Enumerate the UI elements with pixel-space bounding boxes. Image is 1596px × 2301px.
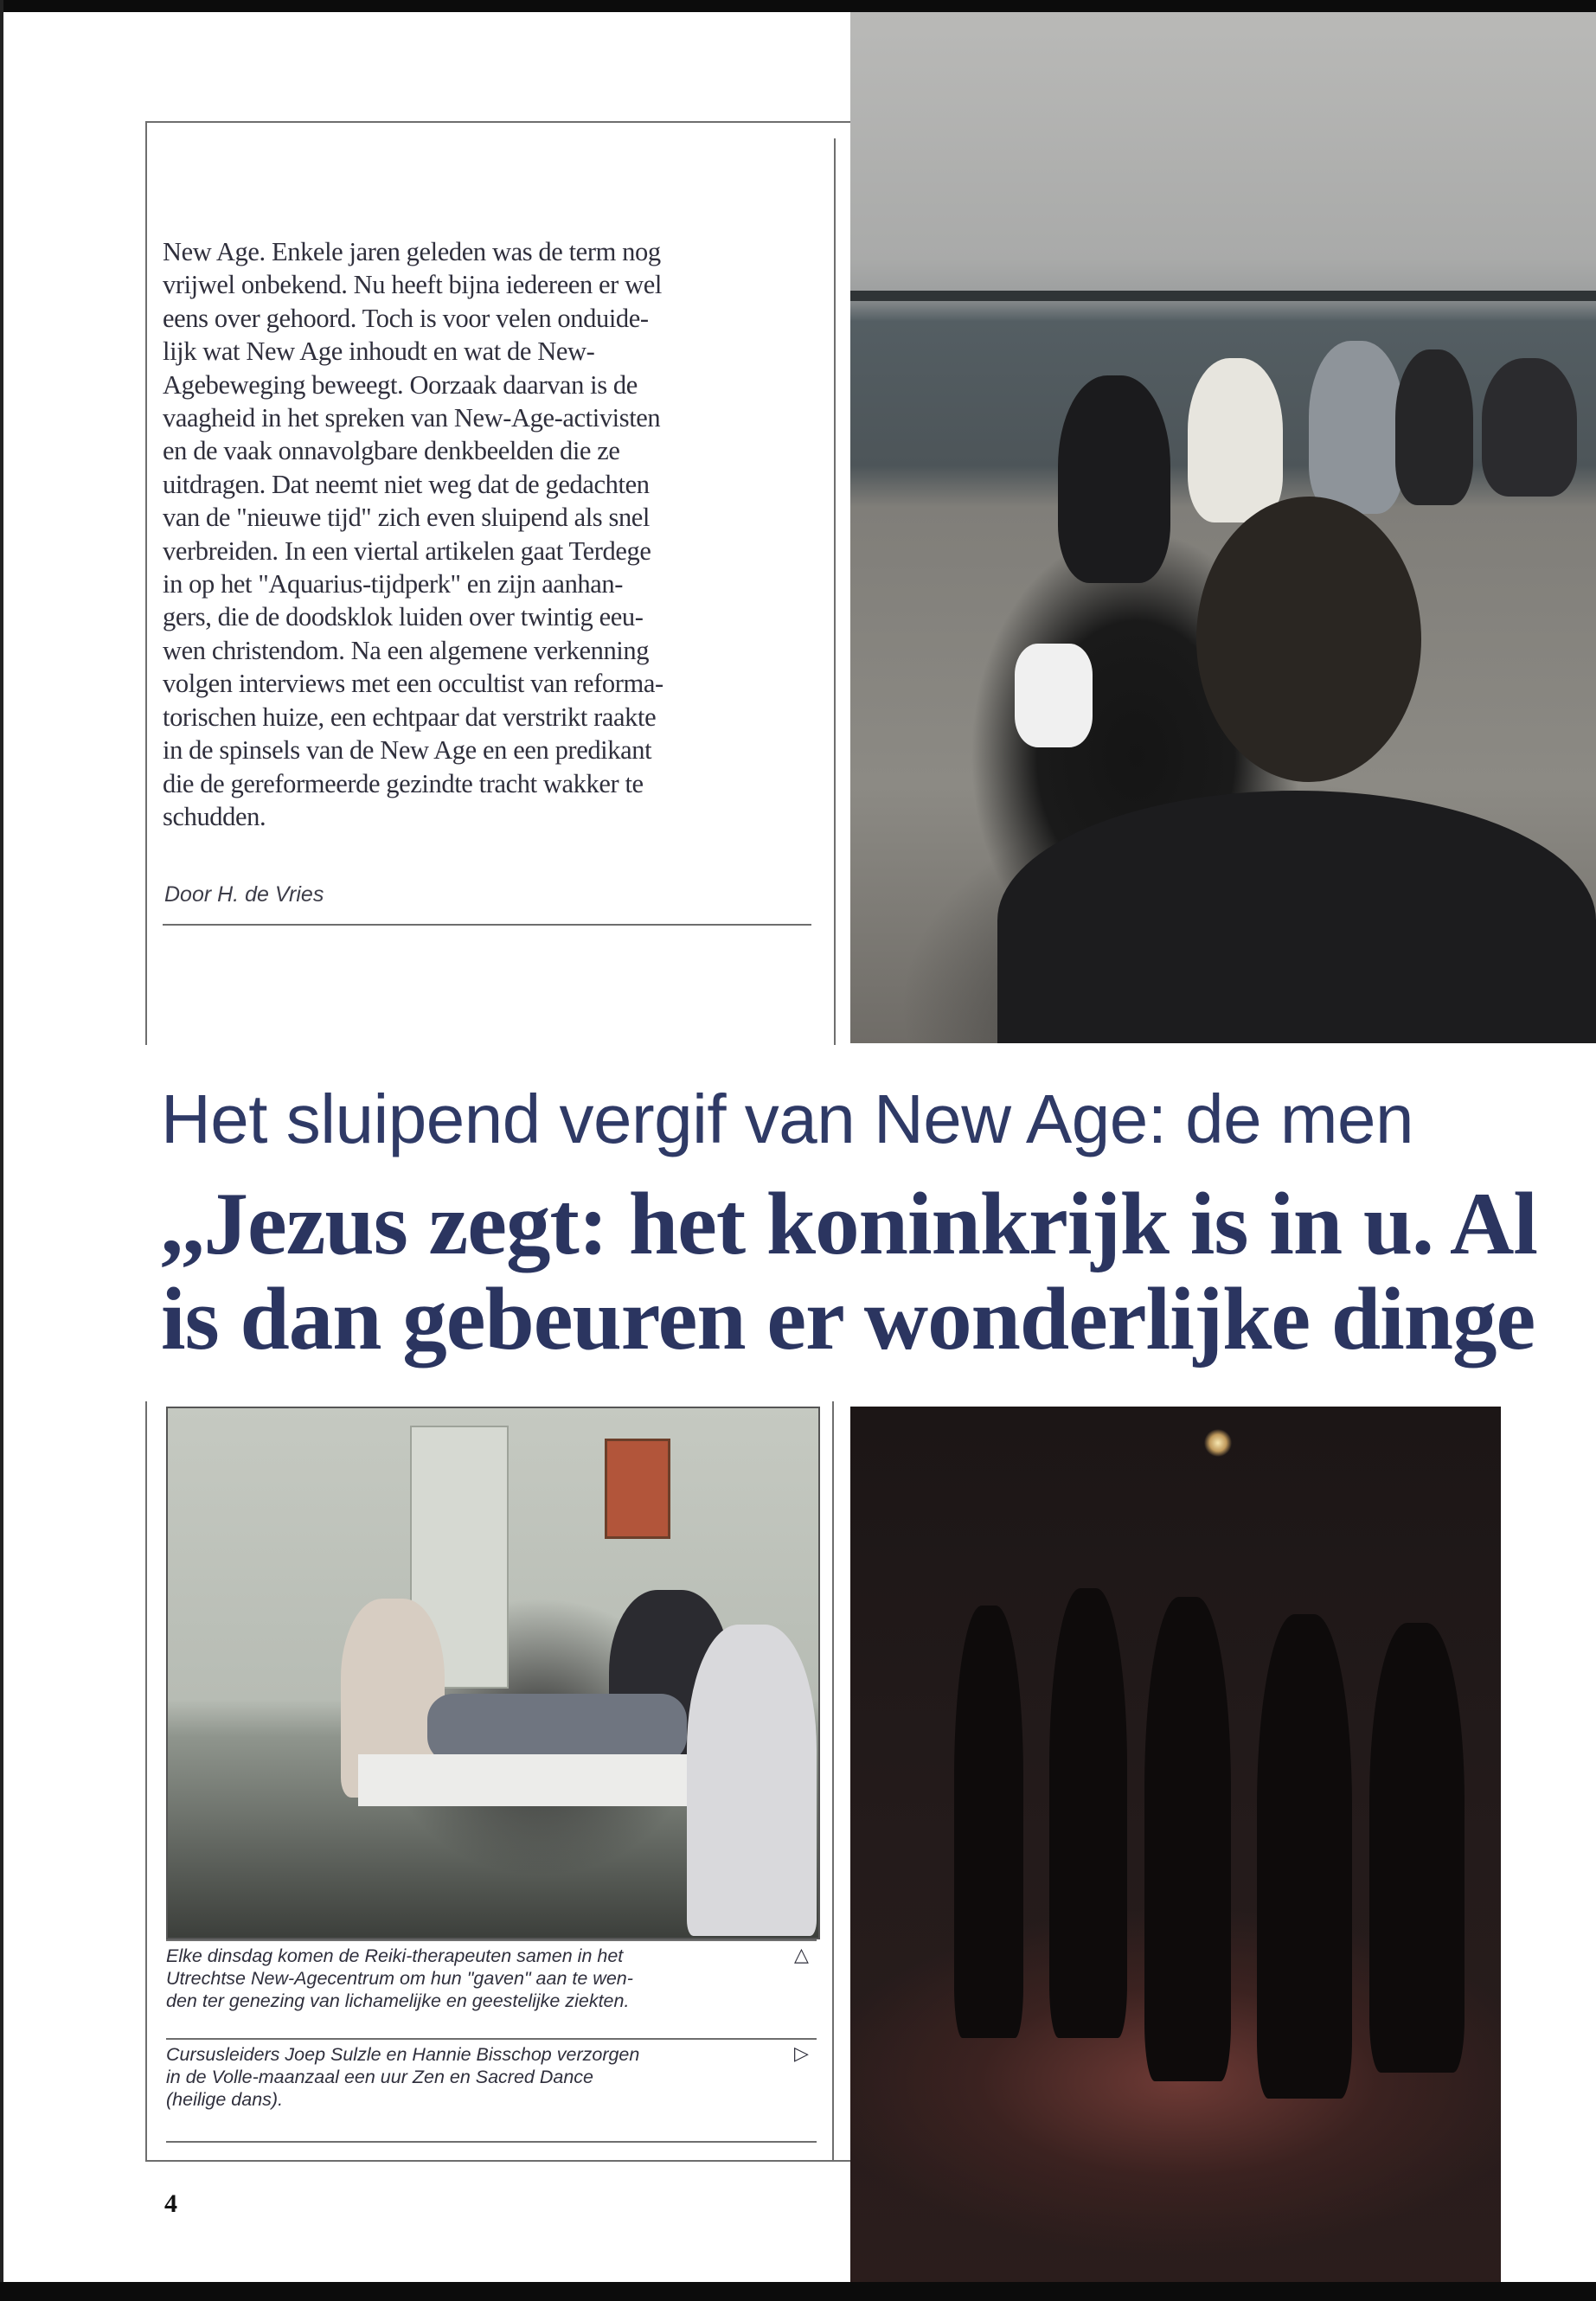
seated-figure	[1309, 341, 1404, 514]
intro-bottom-rule	[163, 924, 811, 926]
page-bottom-edge	[0, 2282, 1596, 2301]
wall-painting	[605, 1439, 670, 1539]
foreground-head	[1196, 497, 1421, 782]
caption-dance: Cursusleiders Joep Sulzle en Hannie Bisschop verzorgen in de Volle-maanzaal een uur Zen en Sacred Dance (heilige dans).	[166, 2044, 640, 2110]
intro-left-rule	[145, 121, 147, 1045]
caption-reiki-arrow: △	[794, 1945, 809, 1966]
reiki-therapy-photo	[166, 1407, 820, 1939]
caption-top-rule	[166, 1939, 817, 1941]
author-byline: Door H. de Vries	[164, 882, 324, 907]
sacred-dance-photo	[850, 1407, 1501, 2282]
intro-top-rule	[145, 121, 850, 123]
dancer-silhouette	[1257, 1614, 1352, 2099]
intro-paragraph: New Age. Enkele jaren geleden was de term nog vrijwel onbekend. Nu heeft bijna iedereen er wel eens over gehoord. Toch is voor velen onduide- lijk wat New Age inhoudt en wat de New- Agebeweging beweegt. Oorzaak daarvan is de vaagheid in het spreken van New-Age-activisten en de vaak onnavolgbare denkbeelden die ze uitdragen. Dat neemt niet weg dat de gedachten van de "nieuwe tijd" zich even sluipend als snel verbreiden. In een viertal artikelen gaat Terdege in op het "Aquarius-tijdperk" en zijn aanhan- gers, die de doodsklok luiden over twintig eeu- wen christendom. Na een algemene verkenning volgen interviews met een occultist van reforma- torischen huize, een echtpaar dat verstrikt raakte in de spinsels van de New Age en een predikant die de gereformeerde gezindte tracht wakker te schudden.	[163, 237, 663, 831]
older-man	[687, 1625, 817, 1936]
dancer-silhouette	[954, 1606, 1023, 2038]
seated-figure	[1482, 358, 1577, 497]
meditation-room-photo	[850, 12, 1596, 1043]
caption-reiki: Elke dinsdag komen de Reiki-therapeuten samen in het Utrechtse New-Agecentrum om hun "gaven" aan te wen- den ter genezing van lichamelijke en geestelijke ziekten.	[166, 1945, 633, 2011]
dancer-silhouette	[1144, 1597, 1231, 2081]
patient-on-table	[427, 1694, 687, 1763]
page-left-edge	[0, 0, 3, 2301]
seated-figure	[1395, 349, 1473, 505]
lower-bottom-rule	[145, 2160, 850, 2162]
seated-figure	[1058, 375, 1170, 583]
seated-figure	[1188, 358, 1283, 522]
page-top-edge	[0, 0, 1596, 12]
caption-middle-rule	[166, 2038, 817, 2040]
wall-pipe	[850, 291, 1596, 301]
white-socks	[1015, 644, 1093, 747]
headline-quote: ,,Jezus zegt: het koninkrijk is in u. Al is dan gebeuren er wonderlijke dinge	[161, 1175, 1538, 1368]
lower-left-rule	[145, 1401, 147, 2161]
page-number: 4	[164, 2189, 177, 2218]
intro-right-rule	[834, 138, 836, 1045]
dancer-silhouette	[1049, 1588, 1127, 2038]
caption-dance-arrow: ▷	[794, 2043, 809, 2065]
dancer-silhouette	[1369, 1623, 1465, 2073]
foreground-shoulders	[997, 791, 1596, 1043]
caption-bottom-rule	[166, 2141, 817, 2143]
headline-kicker: Het sluipend vergif van New Age: de men	[161, 1080, 1413, 1157]
lower-divider-rule	[832, 1401, 834, 2161]
